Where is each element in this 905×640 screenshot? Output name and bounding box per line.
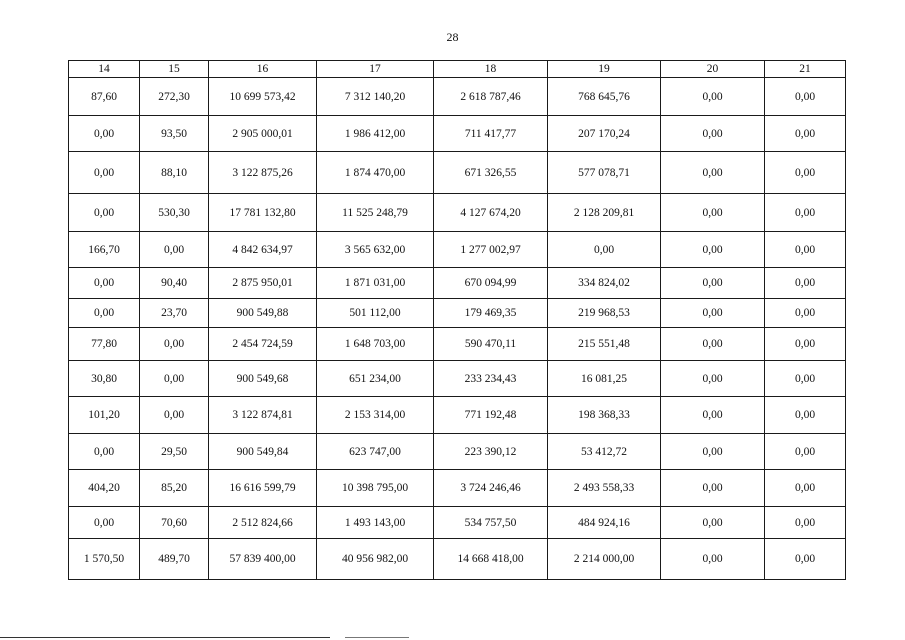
table-cell: 3 122 874,81 [209,397,317,434]
table-cell: 215 551,48 [548,328,661,361]
table-cell: 219 968,53 [548,299,661,328]
column-header: 21 [765,61,846,78]
table-row [69,539,846,580]
table-cell: 2 153 314,00 [317,397,434,434]
table-row [69,152,846,194]
table-cell: 0,00 [765,507,846,539]
table-cell: 2 214 000,00 [548,539,661,580]
table-cell: 2 454 724,59 [209,328,317,361]
table-cell: 0,00 [765,268,846,299]
table-cell: 0,00 [69,434,140,470]
table-cell: 2 493 558,33 [548,470,661,507]
table-row [69,434,846,470]
table-row [69,507,846,539]
table-cell: 711 417,77 [434,116,548,152]
table-cell: 11 525 248,79 [317,194,434,232]
column-header: 20 [661,61,765,78]
table-cell: 87,60 [69,78,140,116]
table-row [69,232,846,268]
table-cell: 0,00 [661,232,765,268]
table-cell: 0,00 [140,232,209,268]
table-cell: 484 924,16 [548,507,661,539]
table-cell: 85,20 [140,470,209,507]
table-row [69,470,846,507]
table-cell: 77,80 [69,328,140,361]
table-cell: 88,10 [140,152,209,194]
table-cell: 0,00 [661,116,765,152]
table-cell: 530,30 [140,194,209,232]
table-cell: 0,00 [765,78,846,116]
table-row [69,397,846,434]
table-cell: 16 616 599,79 [209,470,317,507]
table-cell: 179 469,35 [434,299,548,328]
table-cell: 671 326,55 [434,152,548,194]
table-cell: 70,60 [140,507,209,539]
table-cell: 10 699 573,42 [209,78,317,116]
table-cell: 0,00 [69,507,140,539]
table-cell: 233 234,43 [434,361,548,397]
table-cell: 0,00 [69,152,140,194]
table-cell: 404,20 [69,470,140,507]
table-cell: 900 549,68 [209,361,317,397]
table-cell: 166,70 [69,232,140,268]
table-cell: 1 570,50 [69,539,140,580]
table-cell: 0,00 [69,194,140,232]
table-cell: 0,00 [765,194,846,232]
column-header: 16 [209,61,317,78]
table-row [69,268,846,299]
column-header: 19 [548,61,661,78]
page-number: 28 [446,30,459,44]
data-table [68,60,846,580]
table-cell: 4 842 634,97 [209,232,317,268]
table-cell: 3 724 246,46 [434,470,548,507]
table-cell: 1 277 002,97 [434,232,548,268]
table-cell: 534 757,50 [434,507,548,539]
table-cell: 198 368,33 [548,397,661,434]
table-cell: 1 648 703,00 [317,328,434,361]
table-cell: 0,00 [140,361,209,397]
table-cell: 1 986 412,00 [317,116,434,152]
table-cell: 651 234,00 [317,361,434,397]
column-header: 14 [69,61,140,78]
table-row [69,78,846,116]
table-cell: 0,00 [661,470,765,507]
table-row [69,116,846,152]
table-cell: 0,00 [661,78,765,116]
table-cell: 0,00 [661,299,765,328]
column-header: 17 [317,61,434,78]
table-cell: 101,20 [69,397,140,434]
table-cell: 577 078,71 [548,152,661,194]
column-header: 18 [434,61,548,78]
header-row [69,61,846,78]
table-cell: 272,30 [140,78,209,116]
table-cell: 0,00 [69,268,140,299]
table-cell: 771 192,48 [434,397,548,434]
table-cell: 0,00 [765,116,846,152]
table-cell: 623 747,00 [317,434,434,470]
table-cell: 3 565 632,00 [317,232,434,268]
table-cell: 0,00 [765,470,846,507]
table-cell: 57 839 400,00 [209,539,317,580]
table-row [69,361,846,397]
table-cell: 2 618 787,46 [434,78,548,116]
table-cell: 0,00 [661,507,765,539]
table-cell: 0,00 [765,328,846,361]
table-cell: 10 398 795,00 [317,470,434,507]
table-row [69,328,846,361]
footnote-rule [0,637,330,638]
table-cell: 0,00 [765,232,846,268]
table-cell: 489,70 [140,539,209,580]
table-cell: 2 128 209,81 [548,194,661,232]
table-cell: 0,00 [765,299,846,328]
table-cell: 207 170,24 [548,116,661,152]
table-cell: 17 781 132,80 [209,194,317,232]
table-cell: 0,00 [765,434,846,470]
table-cell: 670 094,99 [434,268,548,299]
table-cell: 4 127 674,20 [434,194,548,232]
table-row [69,299,846,328]
table-cell: 0,00 [661,268,765,299]
table-cell: 2 905 000,01 [209,116,317,152]
table-cell: 29,50 [140,434,209,470]
table-cell: 0,00 [661,328,765,361]
table-cell: 23,70 [140,299,209,328]
table-cell: 0,00 [661,539,765,580]
table-cell: 7 312 140,20 [317,78,434,116]
table-cell: 0,00 [69,116,140,152]
table-cell: 90,40 [140,268,209,299]
table-cell: 501 112,00 [317,299,434,328]
table-cell: 0,00 [765,361,846,397]
table-cell: 900 549,84 [209,434,317,470]
table-cell: 0,00 [765,539,846,580]
table-cell: 0,00 [661,152,765,194]
table-cell: 0,00 [140,328,209,361]
table-cell: 0,00 [661,194,765,232]
table-cell: 223 390,12 [434,434,548,470]
table-row [69,194,846,232]
table-cell: 40 956 982,00 [317,539,434,580]
table-cell: 3 122 875,26 [209,152,317,194]
table-cell: 1 871 031,00 [317,268,434,299]
table-cell: 0,00 [69,299,140,328]
table-cell: 1 874 470,00 [317,152,434,194]
table-cell: 53 412,72 [548,434,661,470]
table-cell: 0,00 [661,397,765,434]
table-cell: 2 875 950,01 [209,268,317,299]
table-cell: 30,80 [69,361,140,397]
table-cell: 0,00 [661,434,765,470]
footnote-rule-short [345,637,409,638]
column-header: 15 [140,61,209,78]
table-cell: 1 493 143,00 [317,507,434,539]
table-cell: 590 470,11 [434,328,548,361]
table-cell: 0,00 [765,152,846,194]
table-cell: 334 824,02 [548,268,661,299]
table-cell: 16 081,25 [548,361,661,397]
table-cell: 0,00 [140,397,209,434]
table-cell: 2 512 824,66 [209,507,317,539]
table-cell: 14 668 418,00 [434,539,548,580]
table-cell: 768 645,76 [548,78,661,116]
table-cell: 0,00 [765,397,846,434]
table-cell: 0,00 [661,361,765,397]
table-cell: 0,00 [548,232,661,268]
table-cell: 900 549,88 [209,299,317,328]
table-cell: 93,50 [140,116,209,152]
